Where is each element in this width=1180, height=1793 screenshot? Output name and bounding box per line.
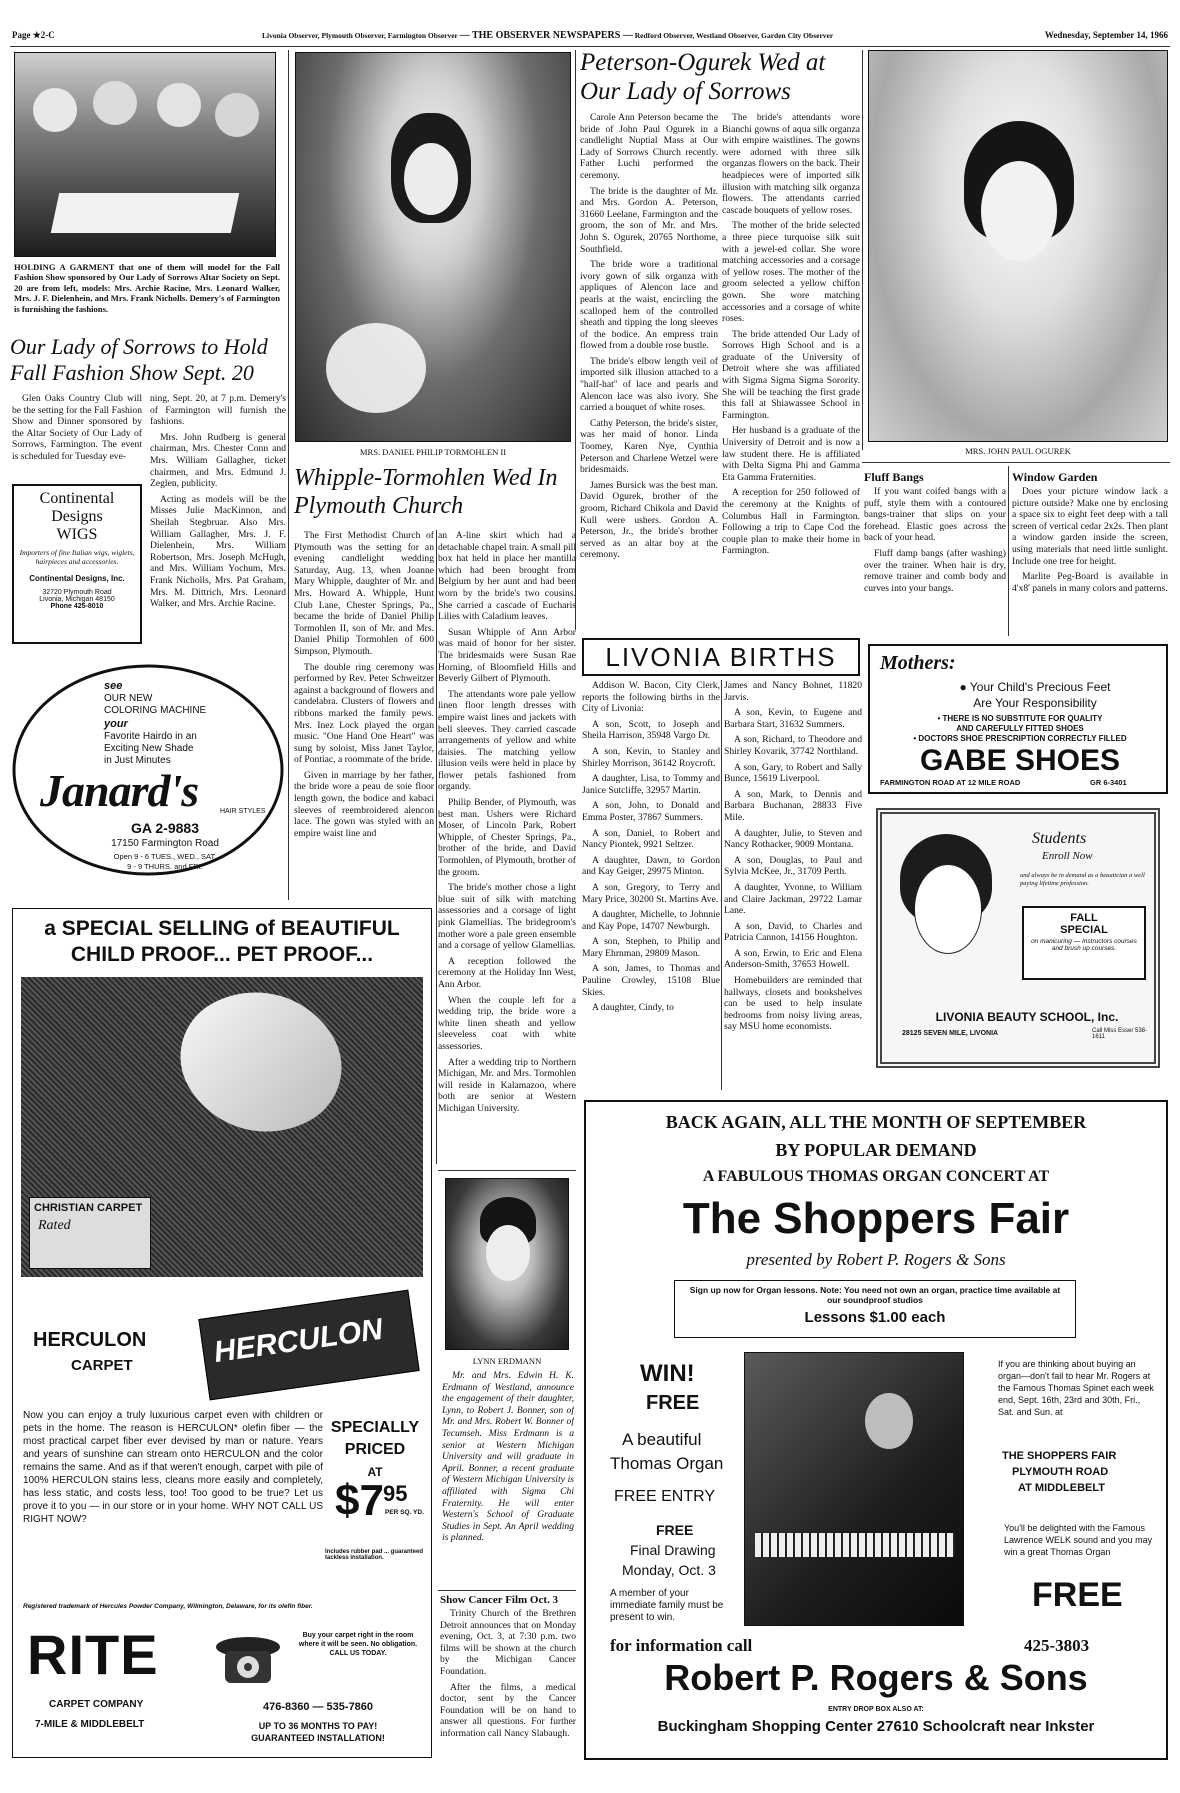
- fashion-paragraph: ning, Sept. 20, at 7 p.m. Demery's of Farmington will furnish the fashions.: [150, 393, 286, 428]
- whipple-paragraph: The First Methodist Church of Plymouth was the setting for an evening candlelight wedding Saturday, Aug. 13, when Joanne Mary Whipple, daughter of Mr. and Mrs. Howard A. Whipple, Hunt Club Lane, Chester Springs, Pa., became the bride of Daniel Philip Tormohlen II, son of Mr. and Mrs. Daniel Philip Tormohlen of 600 Simpson, Plymouth.: [294, 530, 434, 657]
- rite-logo: RITE: [27, 1623, 159, 1686]
- win-label: WIN!: [640, 1360, 695, 1387]
- peterson-paragraph: The bride wore a traditional ivory gown of silk organza with appliques of Alencon lace and pearls at the waist, encircling the scalloped hem of the controlled sheath and tipping the long sleeves of the bodice. An empress train flowed from a double rose bustle.: [580, 259, 718, 352]
- column-rule: [862, 50, 863, 450]
- birth-entry: A son, Douglas, to Paul and Sylvia McKee, Jr., 31709 Perth.: [724, 854, 862, 878]
- ogurek-bride-photo: [868, 50, 1168, 442]
- janards-hours2: 9 - 9 THURS. and FRI.: [127, 862, 203, 871]
- whipple-paragraph: When the couple left for a wedding trip, the bride wore a white linen sheath and yellow sleeveless coat with white assessories.: [438, 994, 576, 1052]
- lynn-text-block: [442, 1370, 574, 1588]
- cancer-paragraph: Trinity Church of the Brethren Detroit announces that on Monday evening, Oct. 3, at 7:30 p.m. two films will be shown at the church by the Michigan Cancer Foundation.: [440, 1608, 576, 1677]
- carpet-includes: Includes rubber pad ... guaranteed tackless installation.: [325, 1549, 424, 1561]
- whipple-paragraph: The attendants wore pale yellow linen floor length dresses with empire waist lines and jackets with bell sleeves. They carried cascade arrangements of yellow and white daisies. The matching yellow illusion veils were held in place by flower petals fashioned from organdy.: [438, 688, 576, 793]
- peterson-paragraph: The bride's elbow length veil of imported silk illusion attached to a "half-hat" of lace and pearls and Alencon lace was also ivory. She carried a bouquet of white roses.: [580, 355, 718, 414]
- birth-entry: Addison W. Bacon, City Clerk, reports the following births in the City of Livonia:: [582, 680, 720, 715]
- herculon-logo: HERCULON: [211, 1312, 385, 1370]
- window-text-block: [1012, 486, 1168, 636]
- whipple-paragraph: A reception followed the ceremony at the Holiday Inn West, Ann Arbor.: [438, 955, 576, 990]
- beauty-portrait: [892, 834, 1002, 984]
- organ-middlebelt: AT MIDDLEBELT: [1018, 1482, 1105, 1494]
- peterson-column-2: [722, 112, 860, 630]
- organ-right-text: If you are thinking about buying an organ—don't fail to hear Mr. Rogers at the Famous Thomas Spinet each week end, Sept. 16th, 23rd and 30th, Fri., Sat. and Sun. at: [998, 1359, 1154, 1417]
- whipple-column-2: [438, 530, 576, 1166]
- births-headline: LIVONIA BIRTHS: [605, 642, 837, 672]
- fashion-caption: HOLDING A GARMENT that one of them will model for the Fall Fashion Show sponsored by Our Lady of Sorrows Altar Society on Sept. 20 are from left, models: Mrs. Archie Racine, Mrs. Leonard Walker, Mrs. J. F. Dielenhein, and Mrs. Frank Nicholls. Demery's of Farmington is furnishing the fashions.: [14, 262, 280, 314]
- birth-entry: A son, Kevin, to Eugene and Barbara Start, 31632 Summers.: [724, 707, 862, 730]
- janards-phone: GA 2-9883: [131, 820, 199, 836]
- info-phone: 425-3803: [1024, 1636, 1090, 1655]
- organist-face: [865, 1393, 913, 1449]
- carpet-body: Now you can enjoy a truly luxurious carpet even with children or pets in the home. The reason is HERCULON* olefin fiber — the most practical carpet fiber ever devised by man or nature. Years and years of sunshine can stream onto HERCULON and the color remains the same. And as if that weren't enough, carpet with pile of 100% HERCULON stains less, cleans more easily and completely, has less static, and costs less, too! Too good to be true? Let us prove it to you — in our store or in your home. WHY NOT CALL US RIGHT NOW?: [23, 1410, 323, 1525]
- whipple-paragraph: The double ring ceremony was performed by Rev. Peter Schweitzer against a background of flowers and candelabra. Clusters of flowers and ribbons marked the family pews. Mrs. Inez Lock played the organ music. "One Hand One Heart" was sung by soloist, Miss Janet Taylor, of Pontiac, a roommate of the bride.: [294, 661, 434, 766]
- gabe-shoes-ad: [868, 644, 1168, 794]
- births-column-1: [582, 680, 720, 1090]
- organ-presented: presented by Robert P. Rogers & Sons: [746, 1250, 1006, 1269]
- births-banner: [582, 638, 860, 676]
- fashion-paragraph: Glen Oaks Country Club will be the setting for the Fall Fashion Show and Dinner sponsored by the Altar Society of Our Lady of Sorrows, Farmington. The event is scheduled for Tuesday eve-: [12, 393, 142, 462]
- bride-face: [404, 143, 458, 215]
- fashion-column-2: [150, 393, 286, 653]
- peterson-paragraph: The mother of the bride selected a three piece turquoise silk suit with a jewel-ed collar. She wore matching accessories and a corsage of yellow roses. The mother of the groom selected a yellow chiffon gown. She wore matching accessories and a corsage of white roses.: [722, 220, 860, 325]
- shoppers-fair-ad: [584, 1100, 1168, 1760]
- continental-name: Continental: [39, 490, 115, 507]
- free2-label: FREE: [656, 1522, 694, 1538]
- whipple-paragraph: an A-line skirt which had a detachable chapel train. A small pill box hat held in place her mantilla which had been brought from Belgium by her aunt and had been worn by the bride's two cousins. She carried a cascade of Eucharis Lilies with Caladium leaves.: [438, 530, 576, 623]
- window-paragraph: Does your picture window lack a picture outside? Make one by enclosing a space six to eight feet deep with a tall screen of vertical cedar 2x2s. Then plant a window garden inside the screen, using materials that need little sunlight. Include one tree for height.: [1012, 486, 1168, 567]
- birth-entry: A son, David, to Charles and Patricia Cannon, 14156 Houghton.: [724, 920, 862, 944]
- column-rule: [721, 680, 722, 1090]
- births-column-2: [724, 680, 862, 1090]
- column-rule: [436, 530, 437, 1164]
- gabe-logo: GABE SHOES: [919, 744, 1121, 777]
- lynn-erdmann-photo: [445, 1178, 569, 1350]
- continental-name: WIGS: [56, 526, 98, 543]
- entry-drop-label: ENTRY DROP BOX ALSO AT:: [828, 1706, 924, 1713]
- cancer-headline: Show Cancer Film Oct. 3: [440, 1594, 559, 1606]
- telephone-icon: [213, 1629, 283, 1685]
- final-drawing-label: Final Drawing: [630, 1542, 716, 1558]
- peterson-headline: Peterson-Ogurek Wed at Our Lady of Sorrows: [580, 49, 826, 105]
- birth-entry: A son, Gary, to Robert and Sally Bunce, 15619 Liverpool.: [724, 761, 862, 785]
- section-rule: [438, 1590, 576, 1591]
- gabe-phone: GR 6-3401: [1090, 778, 1127, 787]
- fall-label: FALL: [1070, 912, 1098, 924]
- birth-entry: A son, Erwin, to Eric and Elena Anderson-Smith, 37653 Howell.: [724, 947, 862, 971]
- lessons-box: [674, 1280, 1076, 1338]
- janards-line3: Favorite Hairdo in an: [104, 731, 197, 742]
- rite-location: 7-MILE & MIDDLEBELT: [35, 1719, 145, 1730]
- masthead-rule: [10, 46, 1170, 47]
- birth-entry: A son, Gregory, to Terry and Mary Price, 30200 St. Martins Ave.: [582, 881, 720, 905]
- masthead: [262, 30, 902, 44]
- model-face: [157, 83, 201, 127]
- peterson-paragraph: The bride is the daughter of Mr. and Mrs. Gordon A. Peterson, 31660 Leelane, Farmington and the groom, the son of Mr. and Mrs. John S. Ogurek, 20765 Northome, Southfield.: [580, 185, 718, 255]
- fashion-paragraph: Mrs. John Rudberg is general chairman, Mrs. Chester Conn and Mrs. William Gallagher, ticket chairmen, and Mrs. Edmund J. Zeglen, publicity.: [150, 431, 286, 490]
- peterson-paragraph: Carole Ann Peterson became the bride of John Paul Ogurek in a candlelight Nuptial Mass at Our Lady of Sorrows Church recently. Father Luchi performed the ceremony.: [580, 112, 718, 181]
- birth-entry: James and Nancy Bohnet, 11820 Jarvis.: [724, 680, 862, 703]
- lessons-price: Lessons $1.00 each: [804, 1309, 946, 1326]
- free3-label: FREE: [1032, 1576, 1123, 1614]
- continental-desc: Importers of fine Italian wigs, wiglets, hairpieces and accessories.: [19, 548, 135, 566]
- birth-entry: A daughter, Cindy, to: [592, 1002, 674, 1014]
- fashion-column-1: [12, 393, 142, 473]
- fluff-headline: Fluff Bangs: [864, 470, 924, 484]
- member-note: A member of your immediate family must be present to win.: [610, 1588, 724, 1623]
- whipple-paragraph: Given in marriage by her father, the bride wore a peau de soie floor length gown, the bodice and kabaci sleeves of reembroidered alencon lace. The gown was styled with an empire waist line and: [294, 769, 434, 839]
- portrait-face: [914, 864, 982, 954]
- special-label: SPECIAL: [1060, 924, 1108, 936]
- carpet-label-brand: CHRISTIAN CARPET: [34, 1202, 143, 1214]
- portrait-face: [486, 1225, 530, 1281]
- rite-months: UP TO 36 MONTHS TO PAY!: [258, 1721, 378, 1731]
- rite-phones: 476-8360 — 535-7860: [262, 1701, 374, 1713]
- birth-entry: A son, Scott, to Joseph and Sheila Harrison, 35948 Vargo Dr.: [582, 718, 720, 742]
- peterson-column-1: [580, 112, 718, 630]
- fashion-models-photo: [14, 52, 276, 257]
- janards-hair: HAIR STYLES: [220, 808, 266, 815]
- continental-city: Livonia, Michigan 48150: [39, 596, 115, 603]
- continental-phone: Phone 425-8010: [50, 603, 104, 610]
- birth-entry: A daughter, Dawn, to Gordon and Kay Geiger, 29975 Minton.: [582, 854, 720, 878]
- masthead-left-papers: Livonia Observer, Plymouth Observer, Farmington Observer: [262, 31, 458, 40]
- beauty-call: Call Miss Esser 538-1611: [1092, 1028, 1148, 1040]
- peterson-paragraph: The bride's attendants wore Bianchi gowns of aqua silk organza with empire waistlines. The gowns were adorned with three silk organzas flowers on the back. Their headpieces were of imported silk illusion with matching silk organza flowers. The attendants carried cascade bouquets of yellow roses.: [722, 112, 860, 216]
- gabe-line2: Are Your Responsibility: [973, 696, 1097, 710]
- birth-entry: A son, Stephen, to Philip and Mary Ehrnman, 29809 Mason.: [582, 936, 720, 959]
- organ-keys: [755, 1533, 955, 1557]
- gabe-bullet1: • THERE IS NO SUBSTITUTE FOR QUALITY: [937, 714, 1103, 723]
- organ-line1: BACK AGAIN, ALL THE MONTH OF SEPTEMBER: [665, 1112, 1087, 1132]
- garment: [51, 193, 240, 233]
- lynn-paragraph: Mr. and Mrs. Edwin H. K. Erdmann of Westland, announce the engagement of their daughter, Lynn, to Robert J. Bonner, son of Mr. and Mrs. Robert W. Bonner of Tecumseh. Miss Erdmann is a senior at Western Michigan University and will graduate in April. Bonner, a recent graduate of Western Michigan University is affiliated with Sigma Chi Fraternity. He will enter Western's School of Graduate Studies in Sept. An April wedding is planned.: [442, 1370, 574, 1544]
- janards-address: 17150 Farmington Road: [111, 838, 219, 849]
- janards-line5: in Just Minutes: [104, 755, 171, 766]
- whipple-headline: Whipple-Tormohlen Wed In Plymouth Church: [294, 465, 558, 519]
- info-label: for information call: [610, 1636, 753, 1655]
- buckingham-address: Buckingham Shopping Center 27610 Schoolcraft near Inkster: [657, 1718, 1095, 1735]
- fluff-paragraph: Fluff damp bangs (after washing) over the trainer. When hair is dry, remove trainer and comb body and curves into your bangs.: [864, 547, 1006, 594]
- carpet-product-1: HERCULON: [33, 1329, 147, 1351]
- beauty-name: LIVONIA BEAUTY SCHOOL, Inc.: [935, 1010, 1119, 1024]
- rite-guarantee: GUARANTEED INSTALLATION!: [251, 1733, 385, 1743]
- continental-company: Continental Designs, Inc.: [29, 574, 125, 583]
- janards-see: see: [104, 680, 123, 692]
- whipple-column-1: [294, 530, 434, 902]
- at-label: AT: [367, 1465, 383, 1479]
- beauty-address: 28125 SEVEN MILE, LIVONIA: [902, 1030, 999, 1037]
- continental-name: Designs: [51, 508, 103, 525]
- janards-hours1: Open 9 - 6 TUES., WED., SAT.: [113, 852, 217, 861]
- birth-entry: A son, John, to Donald and Emma Poster, 37867 Summers.: [582, 800, 720, 823]
- rite-buy-text: Buy your carpet right in the room where it will be seen. No obligation. CALL US TODAY.: [298, 1632, 418, 1657]
- column-rule: [288, 50, 289, 900]
- beauty-enroll: Enroll Now: [1042, 850, 1093, 862]
- birth-entry: A son, James, to Thomas and Pauline Crowley, 15108 Blue Skies.: [582, 963, 720, 998]
- gabe-bullet2: AND CAREFULLY FITTED SHOES: [956, 724, 1084, 733]
- model-face: [215, 93, 259, 137]
- rogers-logo: Robert P. Rogers & Sons: [664, 1657, 1088, 1698]
- organ-welk-text: You'll be delighted with the Famous Lawrence WELK sound and you may win a great Thomas Organ: [1004, 1523, 1153, 1557]
- beauty-school-ad: [876, 808, 1160, 1068]
- peterson-paragraph: Cathy Peterson, the bride's sister, was her maid of honor. Linda Toomey, Karen Nye, Cynthia Peterson and Charlene Wetzel were bridesmaids.: [580, 417, 718, 476]
- model-face: [93, 81, 137, 125]
- janards-line1: OUR NEW: [104, 693, 153, 704]
- cancer-text-block: [440, 1608, 576, 1768]
- beautiful-label: A beautiful: [622, 1430, 702, 1449]
- fluff-paragraph: If you want coifed bangs with a puff, style them with a contoured bangs-trainer that slips on your forehead. Elastic goes across the back of your head.: [864, 486, 1006, 544]
- shoe-icon: [159, 960, 364, 1165]
- janards-line4: Exciting New Shade: [104, 743, 194, 754]
- continental-wigs-ad: [12, 484, 142, 644]
- carpet-trademark: Registered trademark of Hercules Powder Company, Wilmington, Delaware, for its olefin fiber.: [23, 1603, 313, 1610]
- organ-line2: BY POPULAR DEMAND: [775, 1140, 977, 1160]
- carpet-photo: [21, 977, 423, 1277]
- lessons-note: Sign up now for Organ lessons. Note: You need not own an organ, practice time available at our soundproof studios: [689, 1285, 1061, 1305]
- gabe-title: Mothers:: [880, 652, 956, 674]
- window-headline: Window Garden: [1012, 470, 1098, 484]
- carpet-product-2: CARPET: [71, 1357, 133, 1374]
- gabe-bullet3: • DOCTORS SHOE PRESCRIPTION CORRECTLY FILLED: [913, 734, 1127, 743]
- thomas-organ-label: Thomas Organ: [610, 1454, 724, 1473]
- priced-label: PRICED: [344, 1441, 406, 1458]
- carpet-price: $7: [335, 1476, 384, 1525]
- peterson-paragraph: James Bursick was the best man. David Ogurek, brother of the groom, Richard Chikola and David Kull were ushers. Gordon A. Peterson, Jr., the bride's brother served as an altar boy at the ceremony.: [580, 479, 718, 561]
- janards-ad: [10, 660, 286, 888]
- bride-face: [981, 161, 1057, 261]
- section-rule: [438, 1170, 576, 1171]
- carpet-per-unit: PER SQ. YD.: [385, 1509, 424, 1516]
- janards-line2: COLORING MACHINE: [104, 705, 207, 716]
- gabe-line1: ● Your Child's Precious Feet: [959, 680, 1111, 694]
- whipple-paragraph: Susan Whipple of Ann Arbor was maid of honor for her sister. The bridesmaids were Susan Rae Horning, of Bloomfield Hills and Beverly Gilbert of Plymouth.: [438, 626, 576, 685]
- janards-your: your: [104, 718, 128, 730]
- birth-entry: A daughter, Julie, to Steven and Nancy Rothacker, 9009 Montana.: [724, 827, 862, 851]
- continental-address: 32720 Plymouth Road: [42, 589, 112, 596]
- section-rule: [862, 462, 1170, 463]
- birth-entry: A daughter, Lisa, to Tommy and Janice Sutcliffe, 32957 Martin.: [582, 773, 720, 796]
- whipple-paragraph: The bride's mother chose a light blue suit of silk with matching assessories and a corsage of light pink Glamellias. The bridegroom's mother wore a pale green ensemble and a corsage of yellow Glamellias.: [438, 882, 576, 952]
- fashion-headline: Our Lady of Sorrows to Hold Fall Fashion Show Sept. 20: [10, 334, 268, 385]
- birth-entry: A daughter, Michelle, to Johnnie and Kay Pope, 14707 Newburgh.: [582, 909, 720, 932]
- bride-bouquet: [326, 323, 426, 413]
- carpet-headline-1: a SPECIAL SELLING of BEAUTIFUL: [44, 917, 400, 940]
- organ-store: THE SHOPPERS FAIR: [1002, 1450, 1117, 1462]
- cancer-paragraph: After the films, a medical doctor, sent by the Cancer Foundation will be on hand to answer all questions. For further information call Nancy Slabaugh.: [440, 1681, 576, 1739]
- shoppers-fair-title: The Shoppers Fair: [682, 1194, 1070, 1243]
- organ-line3: A FABULOUS THOMAS ORGAN CONCERT AT: [702, 1168, 1050, 1185]
- whipple-paragraph: Philip Bender, of Plymouth, was best man. Ushers were Richard Moser, of Lincoln Park, Robert Whipple, of Chester Springs, Pa., brother of the bride, and David Tormohlen, of Plymouth, brother of the groom.: [438, 797, 576, 878]
- fluff-text-block: [864, 486, 1006, 636]
- carpet-price-cents: 95: [383, 1481, 408, 1506]
- beauty-always: and always be in demand as a beautician a well paying lifetime profession.: [1020, 872, 1145, 887]
- model-face: [33, 88, 77, 132]
- janards-logo: Janard's: [40, 765, 199, 816]
- organist-photo: [744, 1352, 964, 1626]
- carpet-label-rated: Rated: [38, 1218, 71, 1233]
- carpet-headline-2: CHILD PROOF... PET PROOF...: [70, 943, 374, 966]
- gabe-address: FARMINGTON ROAD AT 12 MILE ROAD: [880, 778, 1021, 787]
- ogurek-photo-caption: MRS. JOHN PAUL OGUREK: [965, 446, 1071, 456]
- fashion-paragraph: Acting as models will be the Misses Julie MacKinnon, and Sheilah Stegbruar. Also Mrs. William Gallagher, Mrs. J. F. Dielenhein, Mrs. William Robertson, Mrs. Joseph McHugh, and Mrs. William Yochum, Mrs. Frank Nicholls, Mrs. Pat Graham, Mrs. M. Dittrich, Mrs. Leonard Walker, and Mrs. Archie Racine.: [150, 493, 286, 610]
- page-number: Page ★2-C: [12, 30, 55, 40]
- beauty-students: Students: [1032, 830, 1087, 847]
- birth-entry: A son, Richard, to Theodore and Shirley Kovarik, 37742 Northland.: [724, 734, 862, 757]
- birth-entry: A daughter, Yvonne, to William and Claire Jackman, 29722 Lamar Lane.: [724, 881, 862, 917]
- birth-entry: A son, Mark, to Dennis and Barbara Buchanan, 28833 Five Mile.: [724, 788, 862, 823]
- masthead-date: Wednesday, September 14, 1966: [1044, 30, 1168, 40]
- peterson-paragraph: Her husband is a graduate of the University of Detroit and is now a law student there. He is affiliated with Delta Sigma Phi and Gamma Eta Gamma Fraternities.: [722, 425, 860, 483]
- fall-special-box: [1022, 906, 1146, 980]
- drawing-date: Monday, Oct. 3: [622, 1562, 716, 1578]
- whipple-bride-photo: [295, 52, 571, 442]
- specially-label: SPECIALLY: [330, 1419, 420, 1436]
- gabe-line1-text: Your Child's Precious Feet: [969, 680, 1111, 694]
- organ-road: PLYMOUTH ROAD: [1012, 1466, 1109, 1478]
- free-label: FREE: [646, 1392, 700, 1414]
- peterson-paragraph: A reception for 250 followed of the ceremony at the Knights of Columbus Hall in Farmington. Following a trip to Cape Cod the couple plan to make their home in Farmington.: [722, 487, 860, 557]
- masthead-right-papers: Redford Observer, Westland Observer, Garden City Observer: [634, 31, 834, 40]
- peterson-paragraph: The bride attended Our Lady of Sorrows High School and is a graduate of the University of Detroit where she was affiliated with Sigma Sigma Sigma Sorority. She will be teaching the first grade this fall at Shiawassee School in Farmington.: [722, 328, 860, 421]
- birth-entry: A son, Kevin, to Stanley and Shirley Morrison, 36142 Roycroft.: [582, 745, 720, 769]
- rite-carpet-ad: [12, 908, 432, 1758]
- whipple-paragraph: After a wedding trip to Northern Michigan, Mr. and Mrs. Tormohlen will reside in Kalamazoo, where both are senior at Western Michigan University.: [438, 1056, 576, 1114]
- birth-entry: A son, Daniel, to Robert and Nancy Piontek, 9921 Seltzer.: [582, 827, 720, 851]
- lynn-caption: LYNN ERDMANN: [472, 1356, 542, 1366]
- special-text: on manicuring — Instructors courses and brush up courses.: [1031, 938, 1137, 952]
- masthead-title: — THE OBSERVER NEWSPAPERS —: [459, 30, 633, 41]
- rite-company: CARPET COMPANY: [49, 1699, 144, 1710]
- column-rule: [1008, 466, 1009, 636]
- free-entry-label: FREE ENTRY: [614, 1488, 716, 1505]
- herculon-banner: [198, 1290, 419, 1401]
- carpet-label: [29, 1197, 151, 1269]
- window-paragraph: Marlite Peg-Board is available in 4'x8' panels in many colors and patterns.: [1012, 571, 1168, 594]
- birth-entry: Homebuilders are reminded that hallways, closets and bookshelves can be used to help insulate bedrooms from noisy living areas, say MSU home economists.: [724, 975, 862, 1033]
- whipple-photo-caption: MRS. DANIEL PHILIP TORMOHLEN II: [359, 447, 507, 457]
